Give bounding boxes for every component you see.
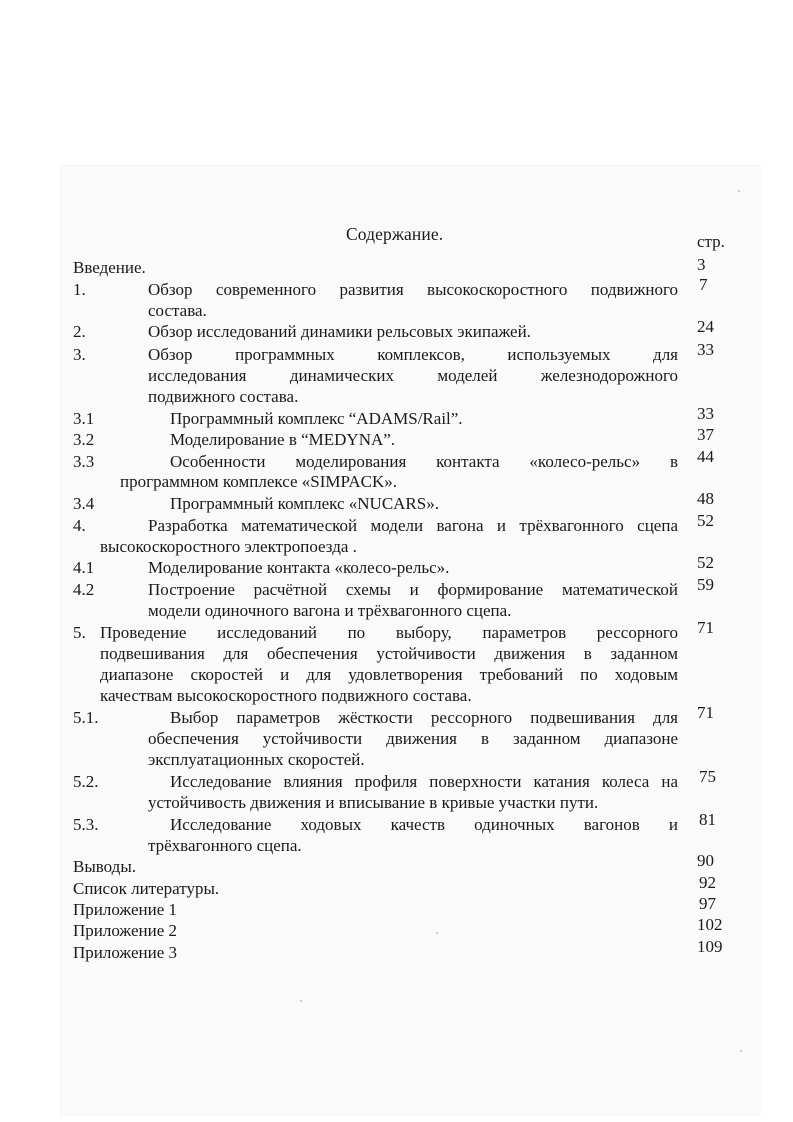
toc-entry-number: 2. <box>73 322 86 341</box>
page-column-label: стр. <box>697 232 725 251</box>
toc-entry-number: 4.2 <box>73 580 95 599</box>
toc-page-number: 71 <box>697 618 714 637</box>
toc-entry-number: 4. <box>73 516 86 535</box>
toc-page-number: 109 <box>697 937 723 956</box>
toc-page-number: 48 <box>697 489 714 508</box>
toc-entry-introduction: Введение. <box>73 258 146 277</box>
toc-entry-number: 5.2. <box>73 772 99 791</box>
toc-page-number: 33 <box>697 404 714 423</box>
toc-entry-text: Выбор параметров жёсткости рессорного подвешивания для <box>170 708 678 727</box>
toc-entry-text: устойчивость движения и вписывание в кривые участки пути. <box>148 793 599 812</box>
toc-page-number: 102 <box>697 915 723 934</box>
scan-speck <box>436 932 438 934</box>
toc-page-number: 33 <box>697 340 714 359</box>
toc-entry-number: 5. <box>73 623 86 642</box>
toc-entry-text: Особенности моделирования контакта «колесо-рельс» в <box>170 452 678 471</box>
toc-entry-appendix-1: Приложение 1 <box>73 900 177 919</box>
toc-entry-text: Программный комплекс “ADAMS/Rail”. <box>170 409 463 428</box>
toc-entry-number: 5.1. <box>73 708 99 727</box>
toc-entry-text: трёхвагонного сцепа. <box>148 836 302 855</box>
toc-page-number: 92 <box>699 873 716 892</box>
toc-page-number: 52 <box>697 553 714 572</box>
scan-speck <box>740 1050 742 1052</box>
toc-entry-text: Обзор программных комплексов, используемых для <box>148 345 678 364</box>
toc-entry-text: программном комплексе «SIMPACK». <box>120 472 398 491</box>
toc-entry-references: Список литературы. <box>73 879 220 898</box>
toc-page-number: 81 <box>699 810 716 829</box>
toc-page-number: 97 <box>699 894 716 913</box>
toc-entry-text: Исследование ходовых качеств одиночных вагонов и <box>170 815 678 834</box>
toc-entry-number: 3.1 <box>73 409 95 428</box>
toc-entry-appendix-2: Приложение 2 <box>73 921 177 940</box>
page-title: Содержание. <box>346 224 444 244</box>
toc-entry-number: 3.4 <box>73 494 95 513</box>
toc-entry-text: Программный комплекс «NUCARS». <box>170 494 439 513</box>
toc-entry-text: Моделирование в “MEDYNA”. <box>170 430 396 449</box>
toc-entry-text: диапазоне скоростей и для удовлетворения требований по ходовым <box>100 665 678 684</box>
toc-entry-text: состава. <box>148 301 207 320</box>
toc-page-number: 71 <box>697 703 714 722</box>
toc-entry-conclusions: Выводы. <box>73 857 137 876</box>
toc-entry-text: эксплуатационных скоростей. <box>148 750 365 769</box>
toc-entry-text: Проведение исследований по выбору, параметров рессорного <box>100 623 678 642</box>
toc-page-number: 44 <box>697 447 714 466</box>
toc-entry-text: Исследование влияния профиля поверхности катания колеса на <box>170 772 678 791</box>
toc-page-number: 59 <box>697 575 714 594</box>
toc-entry-number: 5.3. <box>73 815 99 834</box>
toc-entry-text: подвешивания для обеспечения устойчивости движения в заданном <box>100 644 678 663</box>
toc-page-number: 24 <box>697 317 714 336</box>
toc-page-number: 90 <box>697 851 714 870</box>
toc-entry-text: Обзор исследований динамики рельсовых экипажей. <box>148 322 531 341</box>
toc-entry-text: качествам высокоскоростного подвижного состава. <box>100 686 472 705</box>
toc-entry-text: высокоскоростного электропоезда . <box>100 537 357 556</box>
toc-entry-number: 3. <box>73 345 86 364</box>
toc-entry-number: 1. <box>73 280 86 299</box>
toc-entry-text: исследования динамических моделей железнодорожного <box>148 366 678 385</box>
toc-page-number: 52 <box>697 511 714 530</box>
toc-page-number: 75 <box>699 767 716 786</box>
toc-page-number: 37 <box>697 425 714 444</box>
toc-page-number: 7 <box>699 275 708 294</box>
toc-page-number: 3 <box>697 255 706 274</box>
toc-entry-text: модели одиночного вагона и трёхвагонного сцепа. <box>148 601 512 620</box>
toc-entry-number: 4.1 <box>73 558 95 577</box>
toc-entry-text: Разработка математической модели вагона и трёхвагонного сцепа <box>148 516 678 535</box>
toc-entry-text: Обзор современного развития высокоскоростного подвижного <box>148 280 678 299</box>
toc-entry-text: обеспечения устойчивости движения в заданном диапазоне <box>148 729 678 748</box>
scan-speck <box>738 190 740 192</box>
toc-entry-text: Построение расчётной схемы и формирование математической <box>148 580 678 599</box>
scan-speck <box>300 1000 302 1002</box>
toc-entry-appendix-3: Приложение 3 <box>73 943 177 962</box>
toc-entry-text: Моделирование контакта «колесо-рельс». <box>148 558 450 577</box>
toc-entry-number: 3.3 <box>73 452 95 471</box>
toc-entry-text: подвижного состава. <box>148 387 299 406</box>
toc-entry-number: 3.2 <box>73 430 95 449</box>
